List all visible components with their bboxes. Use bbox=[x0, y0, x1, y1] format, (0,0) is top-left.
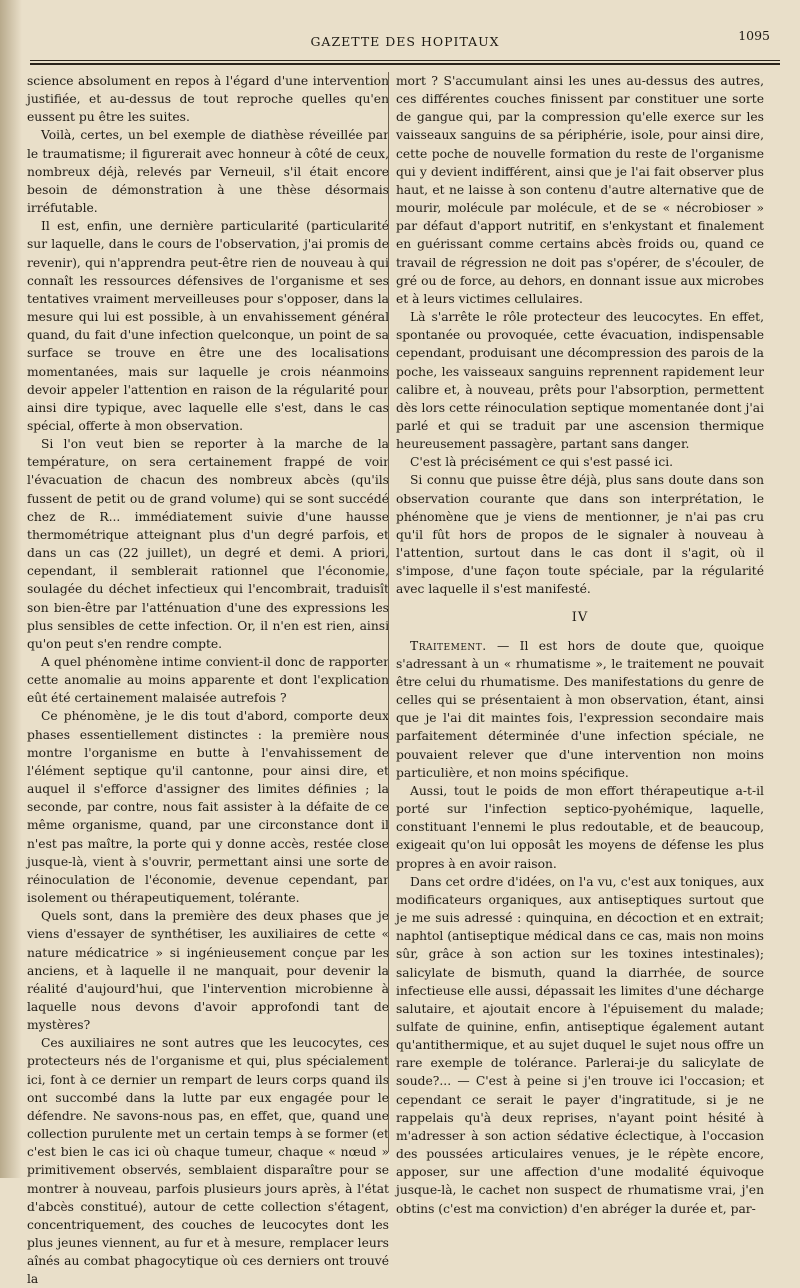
header-rule-thin bbox=[30, 60, 780, 61]
paragraph: science absolument en repos à l'égard d'une intervention justifiée, et au-dessus de tout reproche quelles qu'en eussent pu être les suites. bbox=[27, 74, 389, 125]
paragraph: A quel phénomène intime convient-il donc de rapporter cette anomalie au moins apparente et dont l'explication eût été certainement malaisée autrefois ? bbox=[27, 655, 389, 706]
column-divider bbox=[388, 72, 389, 1152]
journal-title: GAZETTE DES HOPITAUX bbox=[310, 34, 500, 49]
paragraph: Aussi, tout le poids de mon effort thérapeutique a-t-il porté sur l'infection septico-pyohémique, laquelle, constituant l'ennemi le plus redoutable, et de beaucoup, exigeait qu'on lui opposât les moyens de défense les plus propres à en avoir raison. bbox=[396, 783, 764, 871]
header-rule-thick bbox=[30, 63, 780, 65]
paragraph: C'est là précisément ce qui s'est passé ici. bbox=[410, 455, 674, 470]
paragraph: Voilà, certes, un bel exemple de diathèse réveillée par le traumatisme; il figurerait avec honneur à côté de ceux, nombreux déjà, relevés par Verneuil, s'il était encore besoin de démonstration à une thèse désormais irréfutable. bbox=[27, 128, 389, 216]
paragraph: Quels sont, dans la première des deux phases que je viens d'essayer de synthétiser, les auxiliaires de cette « nature médicatrice » si ingénieusement conçue par les anciens, et à laquelle il ne manquait, pour devenir la réalité d'aujourd'hui, que l'intervention microbienne à laquelle nous devons d'avoir approfondi tant de mystères? bbox=[27, 909, 389, 1033]
paragraph: mort ? S'accumulant ainsi les unes au-dessus des autres, ces différentes couches finissent par constituer une sorte de gangue qui, par la compression qu'elle exerce sur les vaisseaux sanguins de sa périphérie, isole, pour ainsi dire, cette poche de nouvelle formation du reste de l'organisme qui y devient indifférent, ainsi que je l'ai fait observer plus haut, et ne laisse à son contenu d'autre alternative que de mourir, molécule par molécule, et de se « nécrobioser » par défaut d'apport nutritif, en s'enkystant et finalement en guérissant comme certains abcès froids ou, quand ce travail de régression ne doit pas s'opérer, de s'écouler, de gré ou de force, au dehors, en donnant issue aux microbes et à leurs victimes cellulaires. bbox=[396, 74, 764, 306]
paragraph: Ce phénomène, je le dis tout d'abord, comporte deux phases essentiellement distinctes : la première nous montre l'organisme en butte à l'envahissement de l'élément septique qu'il cantonne, pour ainsi dire, et auquel il s'efforce d'assigner des limites définies ; la seconde, par contre, nous fait assister à la défaite de ce même organisme, quand, par une circonstance dont il n'est pas maître, la porte qui y donne accès, restée close jusque-là, vient à s'ouvrir, permettant ainsi une sorte de réinoculation de l'économie, devenue cependant, par isolement ou thérapeutiquement, tolérante. bbox=[27, 709, 389, 906]
page-number: 1095 bbox=[738, 28, 770, 43]
page-header bbox=[30, 28, 780, 54]
paragraph: Dans cet ordre d'idées, on l'a vu, c'est aux toniques, aux modificateurs organiques, aux antiseptiques surtout que je me suis adressé : quinquina, en décoction et en extrait; naphtol (antiseptique médical dans ce cas, mais non moins sûr, grâce à son action sur les toxines intestinales); salicylate de bismuth, quand la diarrhée, de source infectieuse elle aussi, dépassait les limites d'une décharge salutaire, et ajoutait encore à l'épuisement du malade; sulfate de quinine, enfin, antiseptique également autant qu'antithermique, et au sujet duquel le sujet nous offre un rare exemple de tolérance. Parlerai-je du salicylate de soude?... — C'est à peine si j'en trouve ici l'occasion; et cependant ce serait le payer d'ingratitude, si je ne rappelais qu'à deux reprises, n'ayant point hésité à m'adresser à son action sédative éclectique, à l'occasion des poussées articulaires venues, je le répète encore, apposer, sur une affection d'une modalité équivoque jusque-là, le cachet non suspect de rhumatisme vrai, j'en obtins (c'est ma conviction) d'en abréger la durée et, par- bbox=[396, 874, 764, 1216]
traitement-paragraph bbox=[396, 637, 764, 782]
paragraph: Ces auxiliaires ne sont autres que les leucocytes, ces protecteurs nés de l'organisme et qui, plus spécialement ici, font à ce dernier un rempart de leurs corps quand ils ont succombé dans la lutte par eux engagée pour le défendre. Ne savons-nous pas, en effet, que, quand une collection purulente met un certain temps à se former (et c'est bien le cas ici où chaque tumeur, chaque « nœud » primitivement observés, semblaient disparaître pour se montrer à nouveau, parfois plusieurs jours après, à l'état d'abcès constitué), autour de cette collection s'étagent, concentriquement, des couches de leucocytes dont les plus jeunes viennent, au fur et à mesure, remplacer leurs aînés au combat phagocytique où ces derniers ont trouvé la bbox=[27, 1036, 389, 1287]
section-heading: Traitement. bbox=[410, 638, 487, 653]
binding-shadow bbox=[0, 0, 22, 1178]
paragraph: Si connu que puisse être déjà, plus sans doute dans son observation courante que dans son interprétation, le phénomène que je viens de mentionner, je n'ai pas cru qu'il fût hors de propos de le signaler à nouveau à l'attention, surtout dans le cas dont il s'agit, où il s'impose, d'une façon toute spéciale, par la régularité avec laquelle il s'est manifesté. bbox=[396, 473, 764, 597]
left-column bbox=[27, 72, 389, 1288]
paragraph: Si l'on veut bien se reporter à la marche de la température, on sera certainement frappé de voir l'évacuation de chacun des nombreux abcès (qu'ils fussent de petit ou de grand volume) qui se sont succédé chez de R... immédiatement suivie d'une hausse thermométrique atteignant plus d'un degré parfois, et dans un cas (22 juillet), un degré et demi. A priori, cependant, il semblerait rationnel que l'économie, soulagée du déchet infectieux qui l'encombrait, traduisît son bien-être par l'atténuation d'une des expressions les plus sensibles de cette infection. Or, il n'en est rien, ainsi qu'on peut s'en rendre compte. bbox=[27, 437, 389, 651]
section-number: IV bbox=[571, 609, 589, 625]
paragraph-text: — Il est hors de doute que, quoique s'adressant à un « rhumatisme », le traitement ne pouvait être celui du rhumatisme. Des manifestations du genre de celles qui se présentaient à mon observation, étant, ainsi que je l'ai dit maintes fois, l'expression secondaire mais parfaitement déterminée d'une infection spéciale, ne pouvaient relever que d'une intervention non moins particulière, et non moins spécifique. bbox=[396, 638, 764, 780]
right-column bbox=[396, 72, 764, 1218]
paragraph: Là s'arrête le rôle protecteur des leucocytes. En effet, spontanée ou provoquée, cette évacuation, indispensable cependant, produisant une décompression des parois de la poche, les vaisseaux sanguins reprennent rapidement leur calibre et, à nouveau, prêts pour l'absorption, permettent dès lors cette réinoculation septique momentanée dont j'ai parlé et qui se traduit par une ascension thermique heureusement passagère, partant sans danger. bbox=[396, 310, 764, 452]
paragraph: Il est, enfin, une dernière particularité (particularité sur laquelle, dans le cours de l'observation, j'ai promis de revenir), qui n'apprendra peut-être rien de nouveau à qui connaît les ressources défensives de l'organisme et ses tentatives vraiment merveilleuses pour s'opposer, dans la mesure qui lui est possible, à un envahissement général quand, du fait d'une infection quelconque, un point de sa surface se trouve en être une des localisations momentanées, mais sur laquelle je crois néanmoins devoir appeler l'attention en raison de la régularité pour ainsi dire typique, avec laquelle elle s'est, dans le cas spécial, offerte à mon observation. bbox=[27, 219, 389, 433]
